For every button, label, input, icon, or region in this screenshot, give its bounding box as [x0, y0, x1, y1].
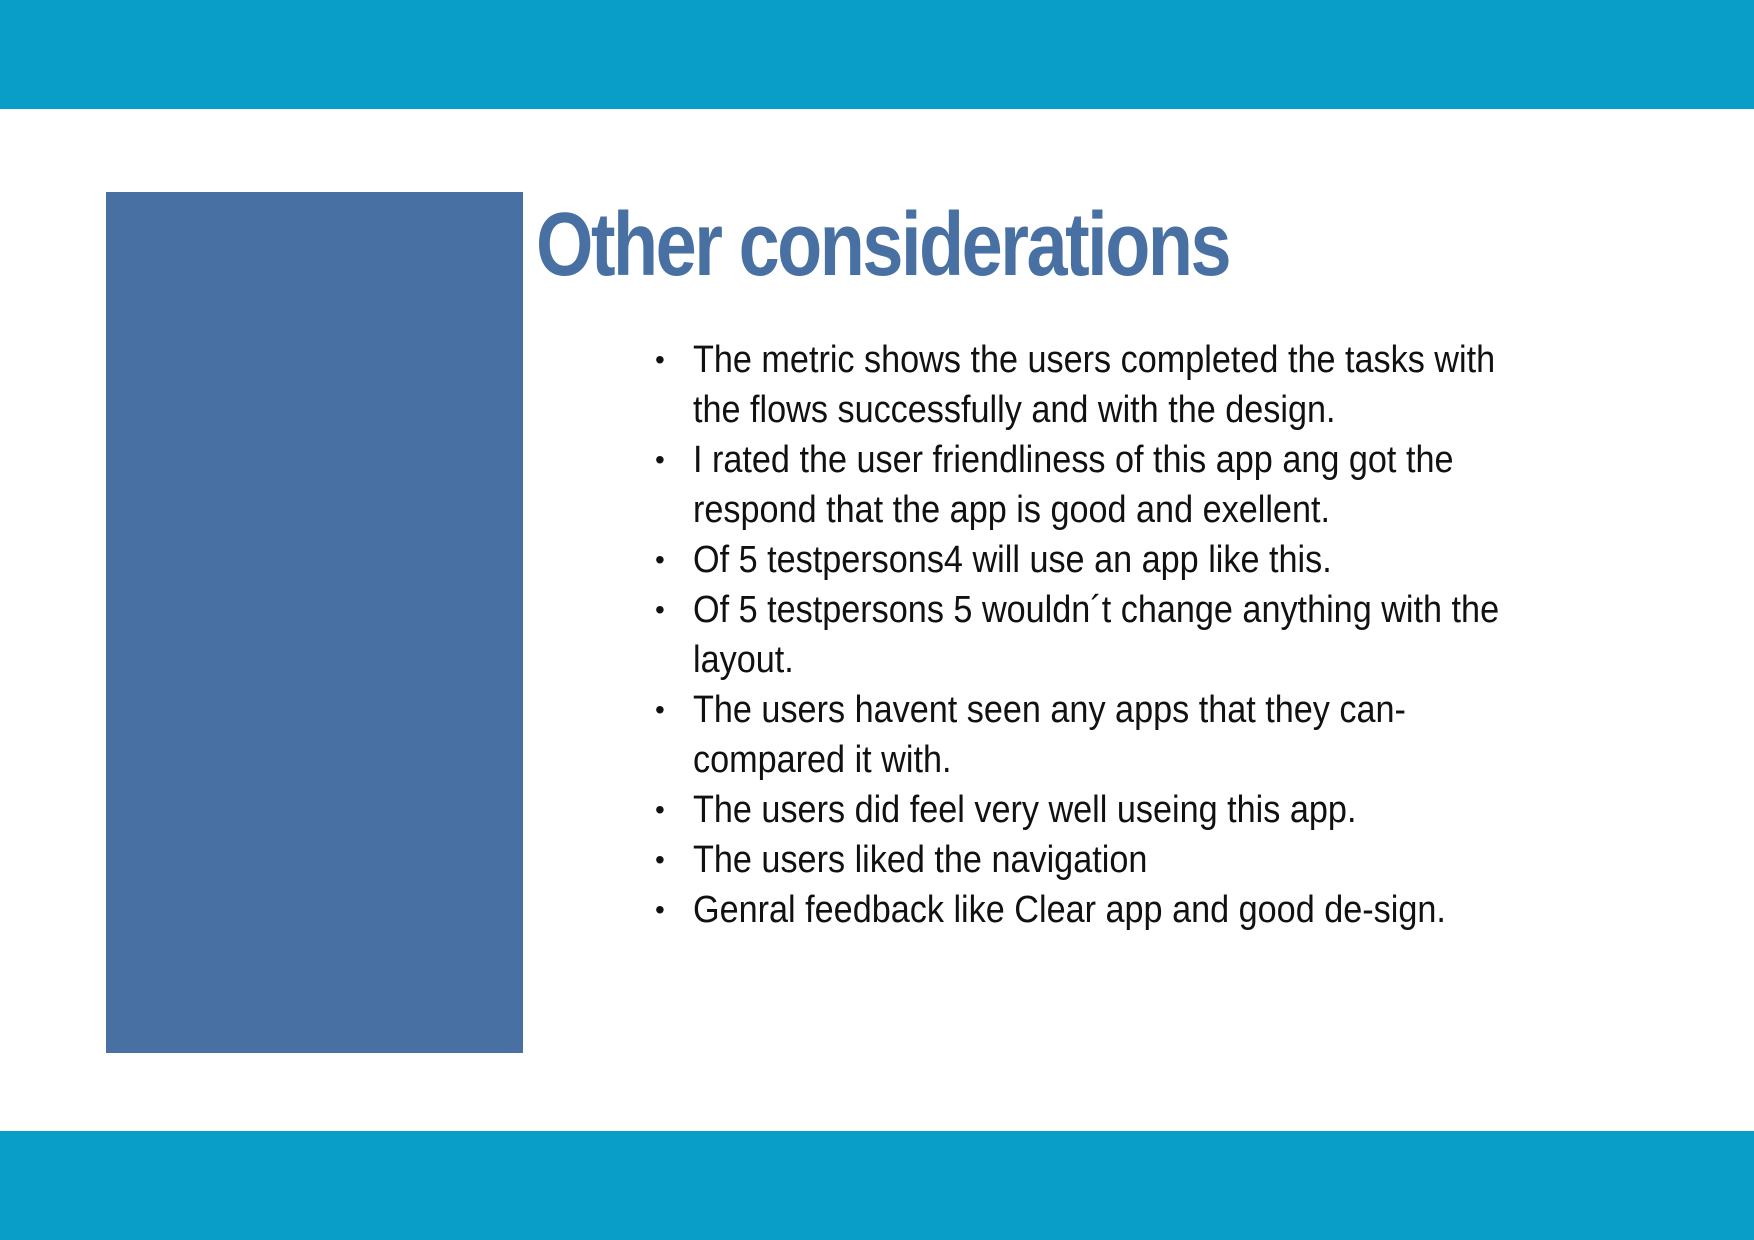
bullet-list	[655, 335, 1515, 935]
bullet-text: The metric shows the users completed the tasks with the flows successfully and with the design.	[693, 339, 1496, 431]
bullet-dot-icon: •	[655, 444, 665, 475]
bullet-dot-icon: •	[655, 794, 665, 825]
bullet-text: Of 5 testpersons 5 wouldn´t change anything with the layout.	[693, 589, 1500, 681]
bullet-item	[655, 535, 1515, 585]
side-color-block	[106, 192, 523, 1053]
bullet-dot-icon: •	[655, 894, 665, 925]
bullet-dot-icon: •	[655, 694, 665, 725]
bullet-text: The users did feel very well useing this app.	[693, 789, 1357, 831]
bullet-text: The users havent seen any apps that they can-compared it with.	[693, 689, 1406, 781]
bullet-item	[655, 785, 1515, 835]
bullet-text: Of 5 testpersons4 will use an app like this.	[693, 539, 1332, 581]
bullet-item	[655, 885, 1515, 935]
bullet-item	[655, 435, 1515, 535]
slide-title: Other considerations	[536, 195, 1230, 295]
bullet-text: The users liked the navigation	[693, 839, 1148, 881]
bullet-dot-icon: •	[655, 344, 665, 375]
top-band	[0, 0, 1754, 109]
bullet-item	[655, 685, 1515, 785]
bullet-dot-icon: •	[655, 844, 665, 875]
bullet-dot-icon: •	[655, 594, 665, 625]
bullet-text: Genral feedback like Clear app and good de-sign.	[693, 889, 1446, 931]
bullet-item	[655, 835, 1515, 885]
bullet-item	[655, 335, 1515, 435]
bullet-item	[655, 585, 1515, 685]
bullet-dot-icon: •	[655, 544, 665, 575]
bullet-text: I rated the user friendliness of this app ang got the respond that the app is good and exellent.	[693, 439, 1454, 531]
bottom-band	[0, 1131, 1754, 1240]
